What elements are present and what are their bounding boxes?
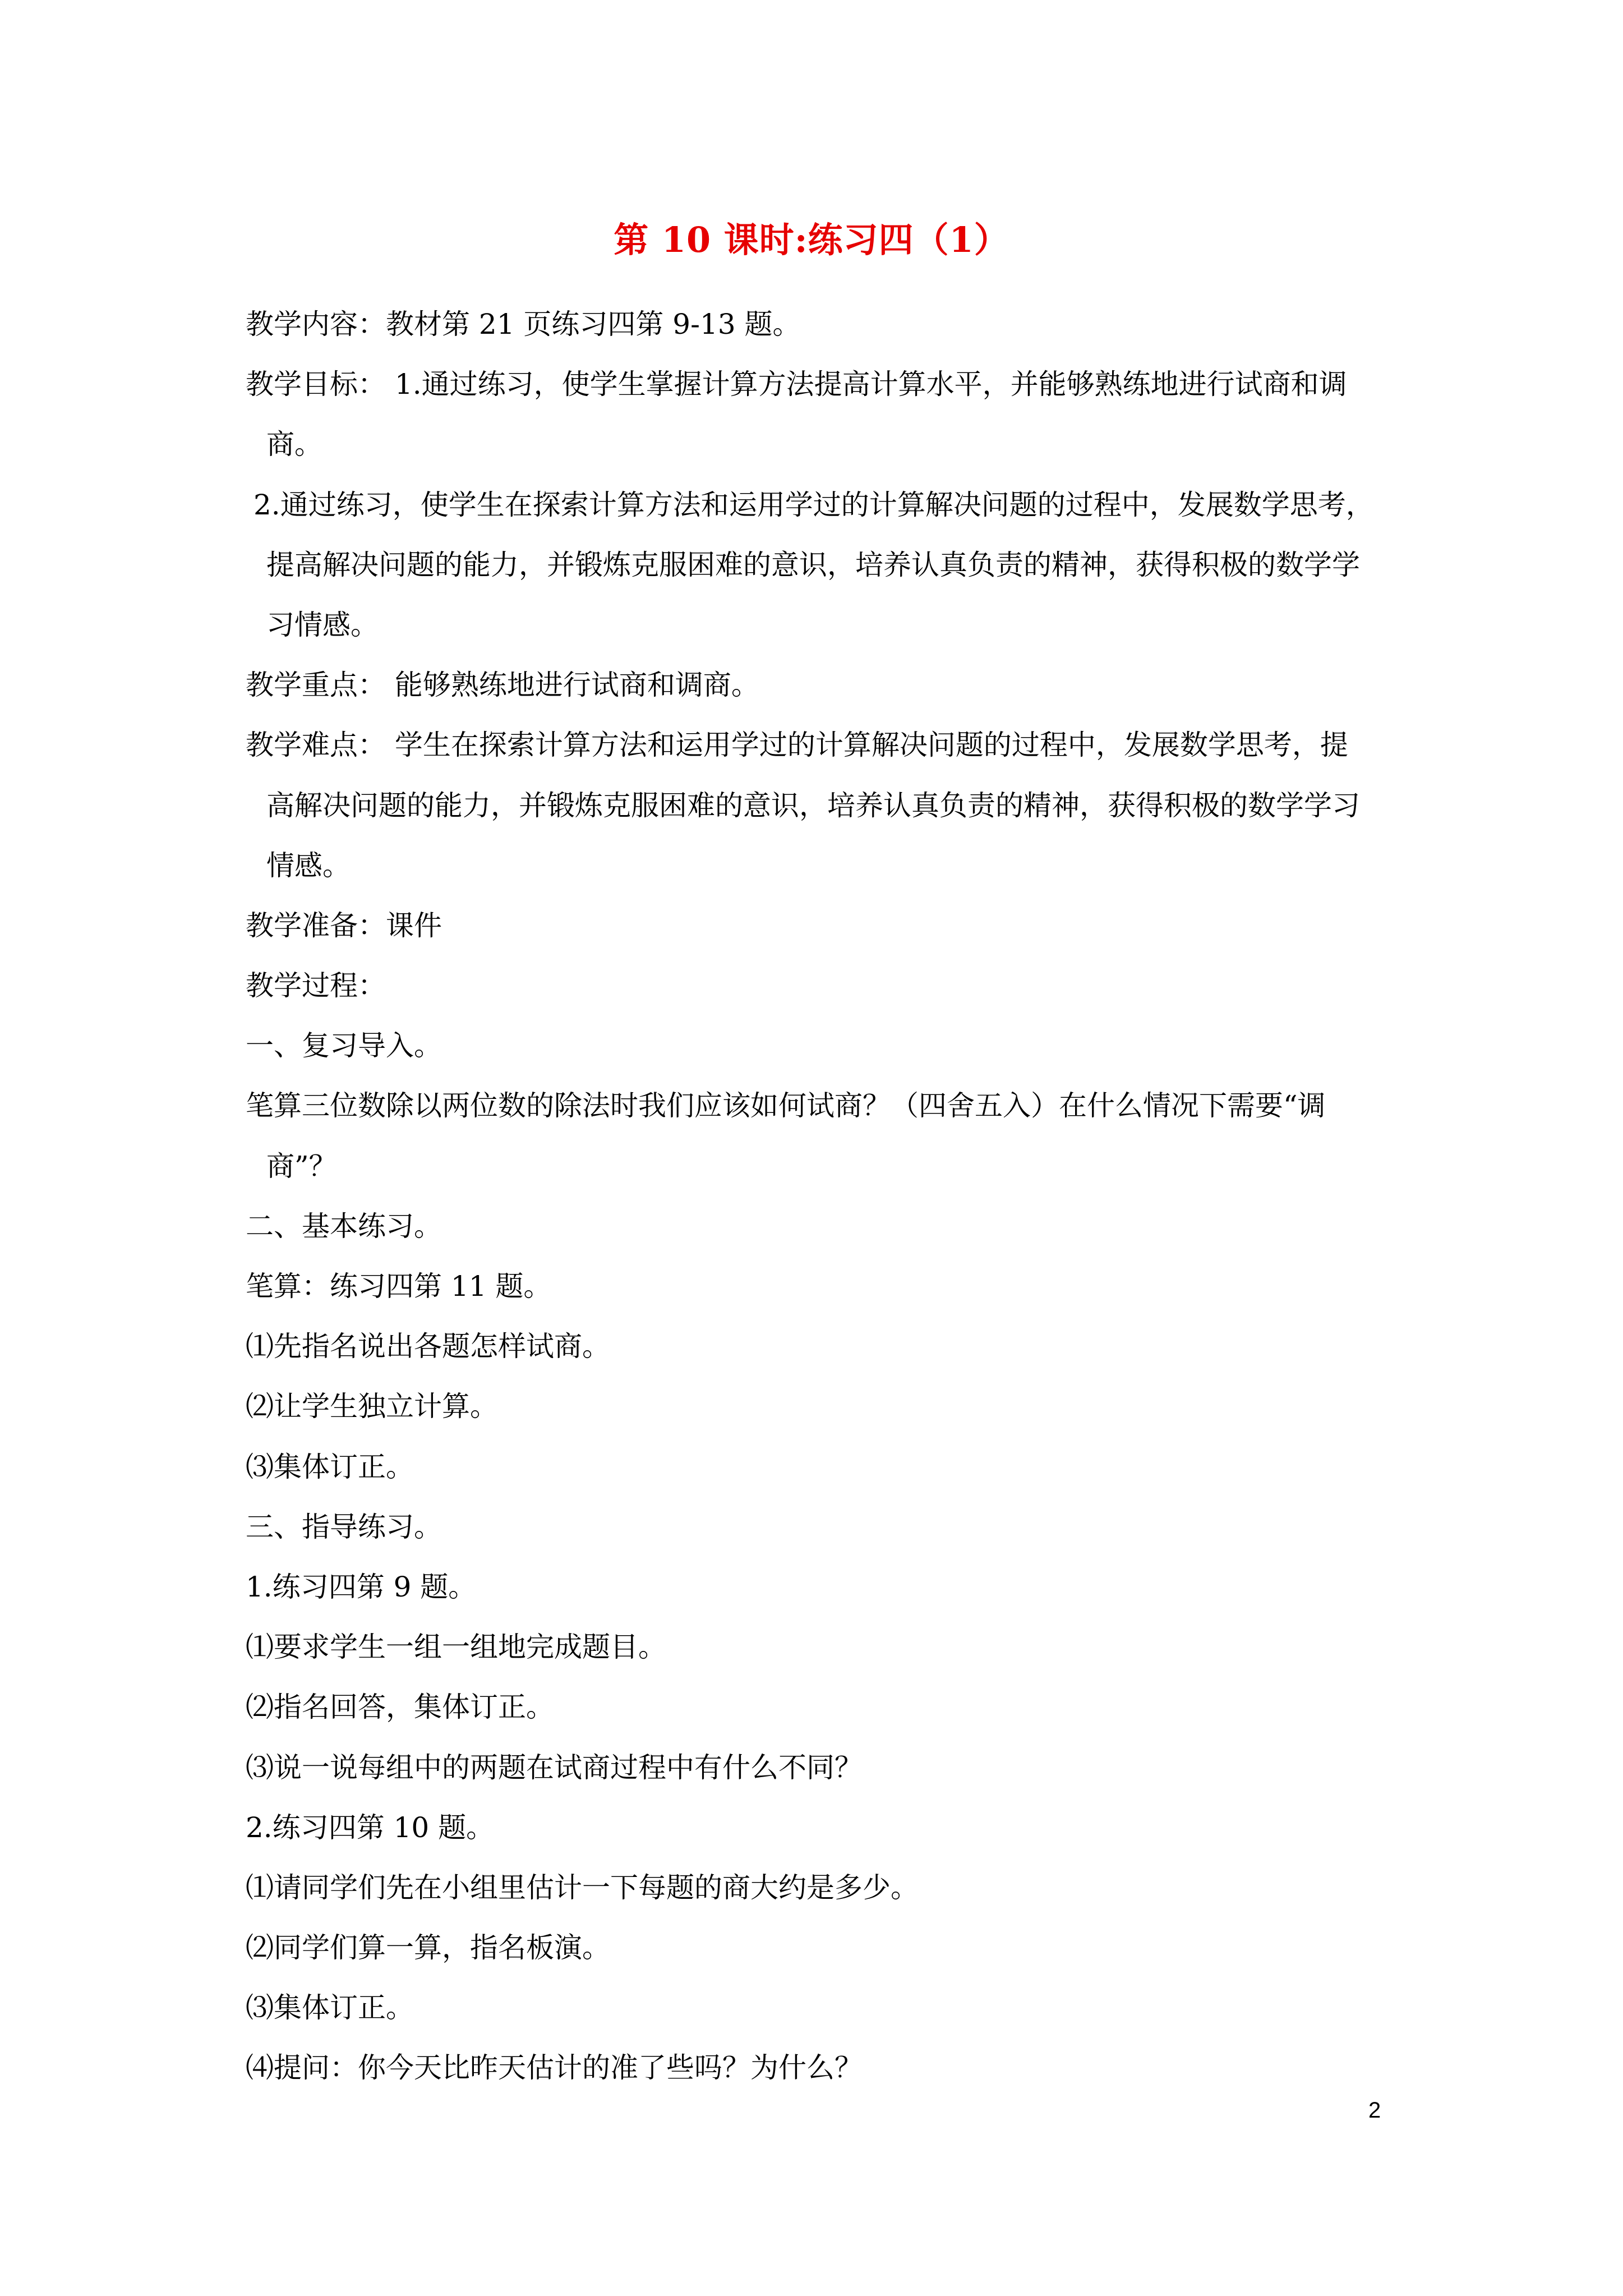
lesson-title: 第 10 课时:练习四（1）: [614, 219, 1009, 260]
body-line: ⑴请同学们先在小组里估计一下每题的商大约是多少。: [246, 1871, 919, 1904]
body-line: ⑵指名回答，集体订正。: [246, 1691, 554, 1724]
body-line: 一、复习导入。: [246, 1029, 442, 1062]
page-number: 2: [1368, 2098, 1381, 2123]
body-line: 笔算：练习四第 11 题。: [246, 1270, 552, 1303]
body-line: 2.练习四第 10 题。: [246, 1811, 495, 1844]
body-line: 2.通过练习，使学生在探索计算方法和运用学过的计算解决问题的过程中，发展数学思考，: [253, 488, 1374, 521]
body-line: 二、基本练习。: [246, 1209, 442, 1243]
body-line: 教学重点： 能够熟练地进行试商和调商。: [246, 669, 759, 702]
body-line: ⑴先指名说出各题怎样试商。: [246, 1330, 610, 1363]
lesson-body: [246, 295, 1395, 2099]
body-line: ⑶说一说每组中的两题在试商过程中有什么不同？: [246, 1751, 863, 1784]
body-line: 习情感。: [266, 608, 379, 641]
body-line: 教学准备：课件: [246, 909, 442, 942]
body-line: 笔算三位数除以两位数的除法时我们应该如何试商？（四舍五入）在什么情况下需要“调: [246, 1089, 1326, 1122]
body-line: 教学难点： 学生在探索计算方法和运用学过的计算解决问题的过程中，发展数学思考，提: [246, 729, 1348, 762]
body-line: 提高解决问题的能力，并锻炼克服困难的意识，培养认真负责的精神，获得积极的数学学: [266, 548, 1360, 581]
body-line: 商。: [266, 428, 322, 461]
body-line: ⑵同学们算一算，指名板演。: [246, 1931, 610, 1964]
body-line: 1.练习四第 9 题。: [246, 1570, 477, 1603]
body-line: 商”？: [266, 1149, 337, 1182]
body-line: ⑶集体订正。: [246, 1450, 414, 1483]
body-line: 教学内容：教材第 21 页练习四第 9-13 题。: [246, 308, 801, 341]
body-line: ⑵让学生独立计算。: [246, 1390, 498, 1423]
body-line: 高解决问题的能力，并锻炼克服困难的意识，培养认真负责的精神，获得积极的数学学习: [266, 789, 1360, 822]
body-line: 教学目标： 1.通过练习，使学生掌握计算方法提高计算水平，并能够熟练地进行试商和调: [246, 368, 1347, 401]
body-line: 教学过程：: [246, 969, 386, 1002]
body-line: ⑴要求学生一组一组地完成题目。: [246, 1631, 666, 1664]
body-line: ⑷提问：你今天比昨天估计的准了些吗？为什么？: [246, 2051, 863, 2085]
body-line: 三、指导练习。: [246, 1510, 442, 1543]
body-line: 情感。: [266, 849, 351, 882]
body-line: ⑶集体订正。: [246, 1991, 414, 2024]
